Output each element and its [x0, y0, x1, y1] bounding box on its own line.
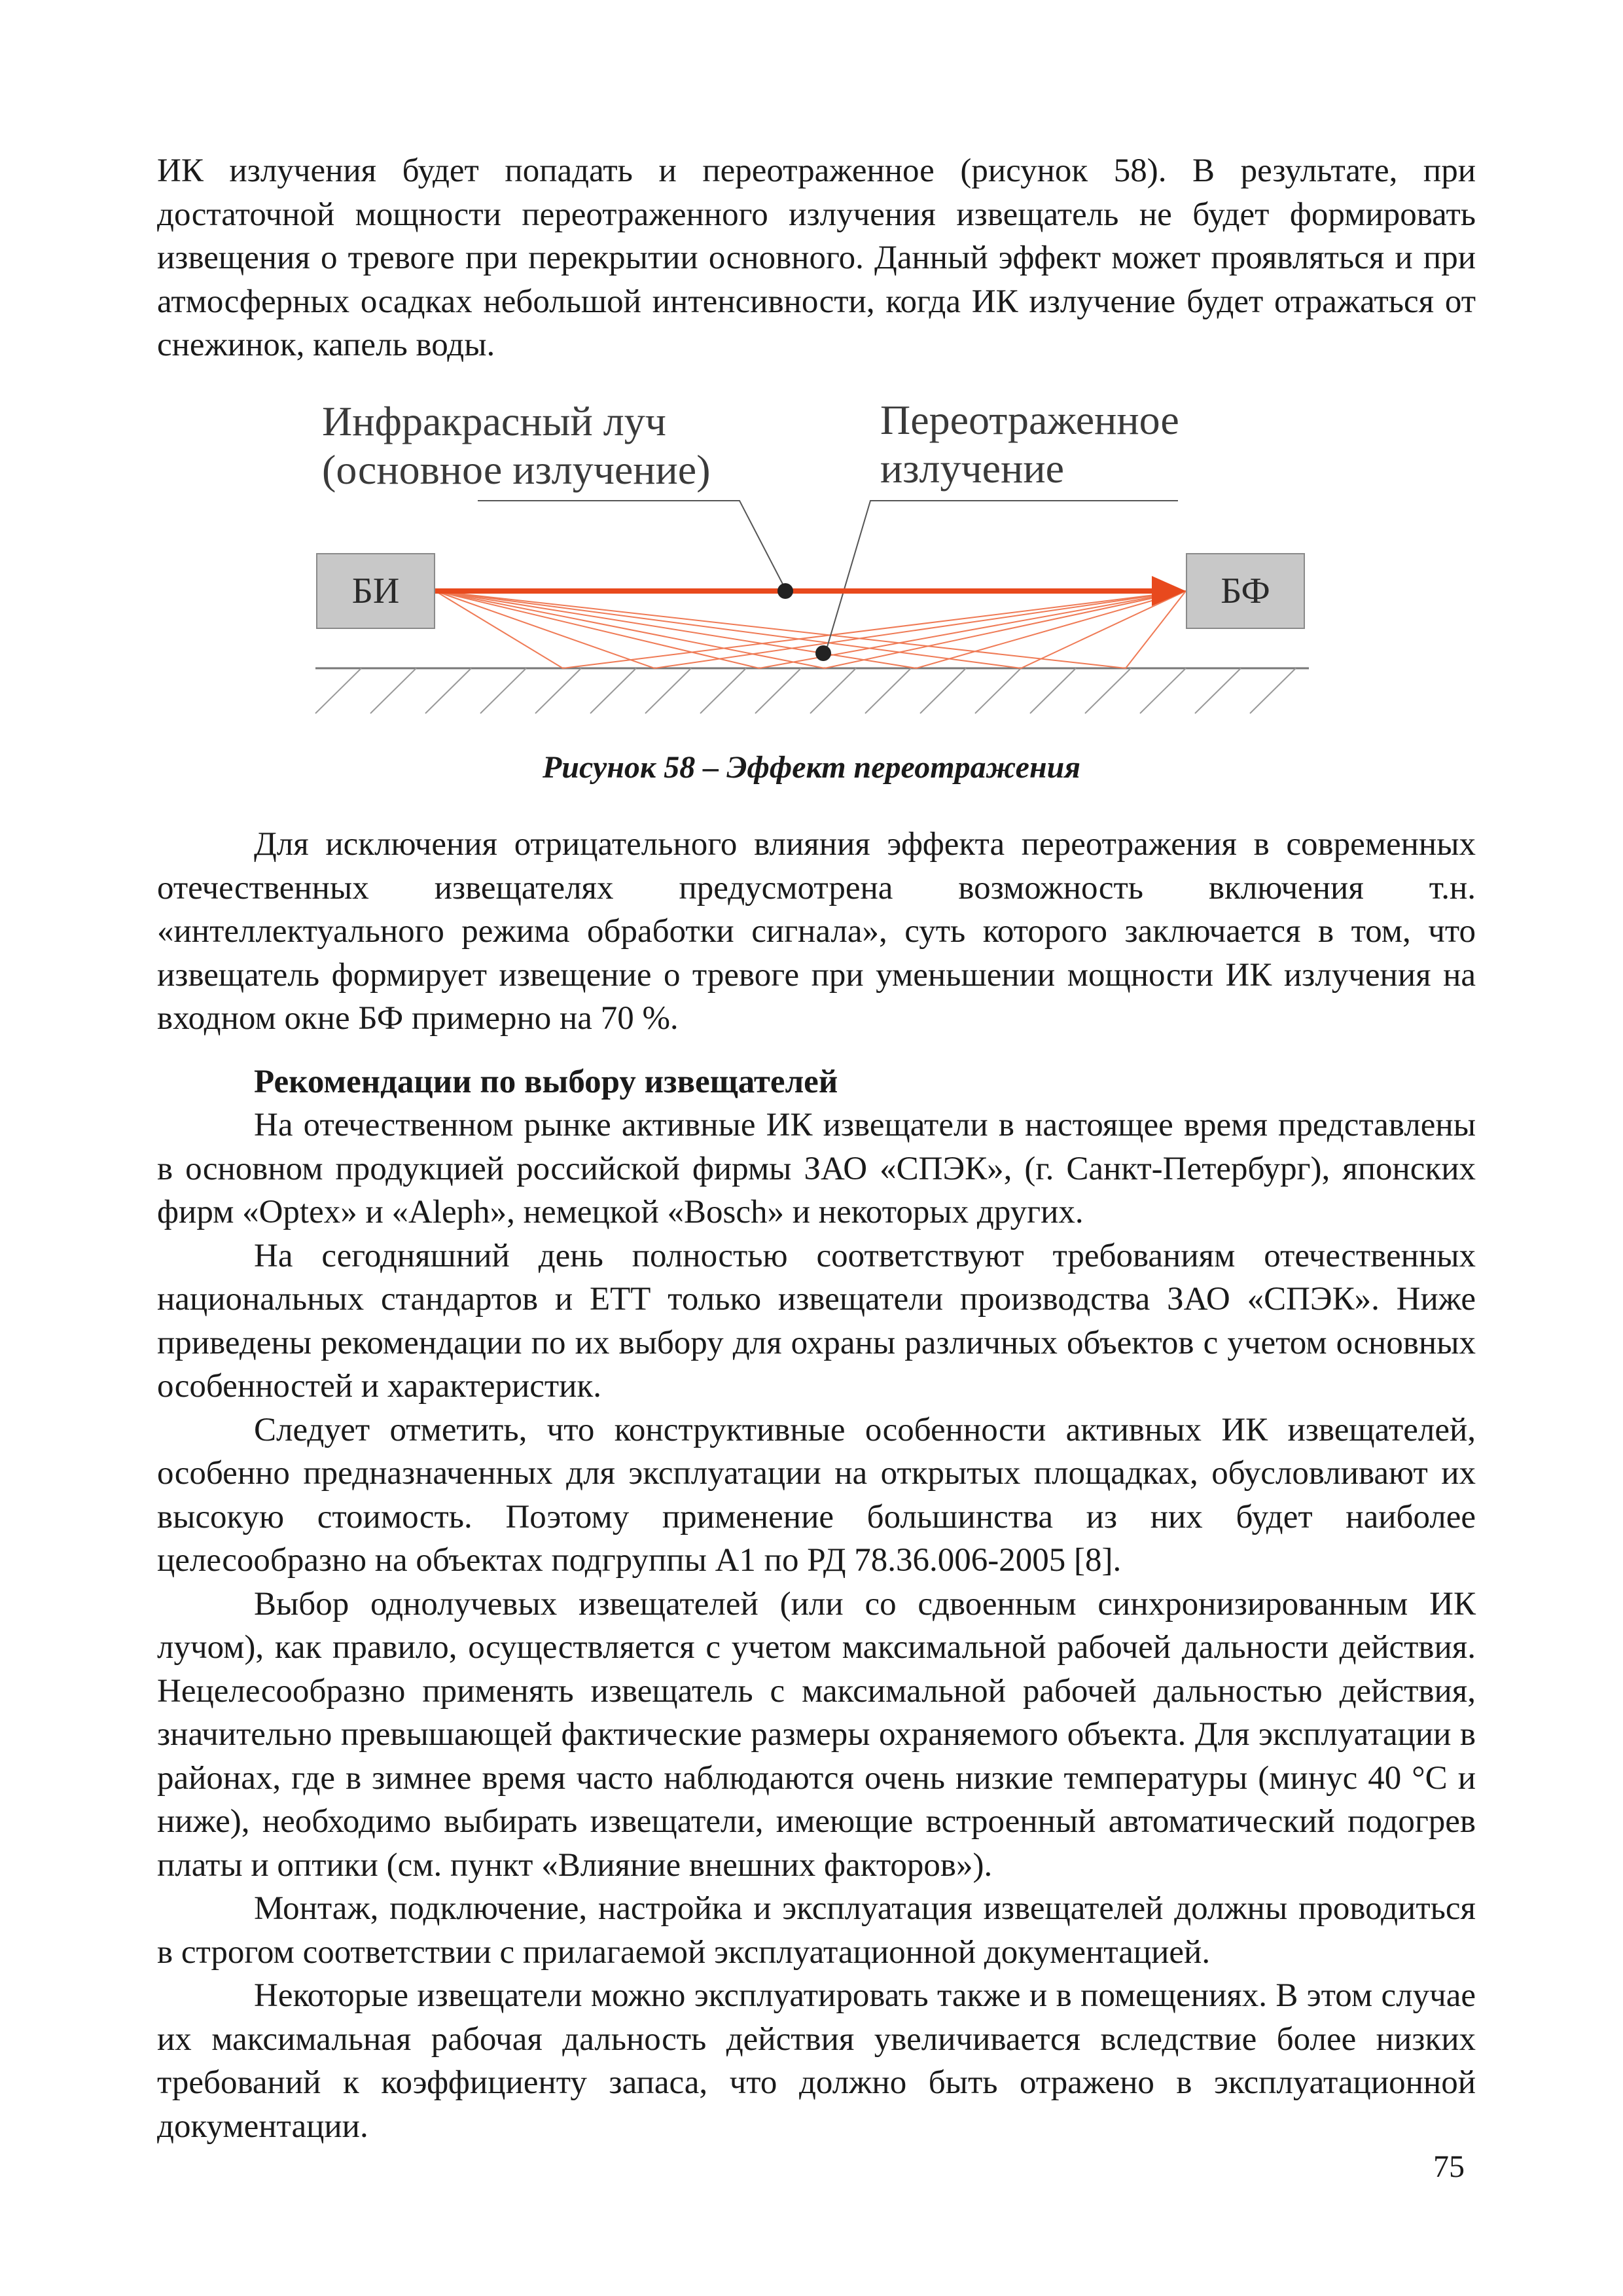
paragraph-intellectual-mode: Для исключения отрицательного влияния эффекта переотражения в современных отечественных извещателях предусмотрена возможность включения т.н. «интеллектуального режима обработки сигнала», суть которого заключается в том, что извещатель формирует извещение о тревоге при уменьшении мощности ИК излучения на входном окне БФ примерно на 70 %. [157, 826, 1476, 1037]
beam-arrowhead [1152, 576, 1186, 606]
label-reflected-line1: Переотраженное [880, 397, 1179, 443]
section-paragraph: Некоторые извещатели можно эксплуатировать также и в помещениях. В этом случае их максимальная рабочая дальность действия увеличивается вследствие более низких требований к коэффициенту запаса, что должно быть отражено в эксплуатационной документации. [157, 1977, 1476, 2145]
section-paragraph: На сегодняшний день полностью соответствуют требованиям отечественных национальных стандартов и ЕТТ только извещатели производства ЗАО «СПЭК». Ниже приведены рекомендации по их выбору для охраны различных объектов с учетом основных особенностей и характеристик. [157, 1237, 1476, 1405]
ground-hatching [315, 668, 1296, 713]
section-paragraph: Следует отметить, что конструктивные особенности активных ИК извещателей, особенно предназначенных для эксплуатации на открытых площадках, обусловливают их высокую стоимость. Поэтому применение большинства из них будет наиболее целесообразно на объектах подгруппы А1 по РД 78.36.006-2005 [8]. [157, 1411, 1476, 1579]
page-number: 75 [1433, 2149, 1465, 2184]
section-paragraph: Монтаж, подключение, настройка и эксплуатация извещателей должны проводиться в строгом соответствии с прилагаемой эксплуатационной документацией. [157, 1890, 1476, 1971]
leader-reflected [826, 501, 1178, 651]
section-heading: Рекомендации по выбору извещателей [254, 1063, 838, 1100]
leader-main [478, 501, 785, 589]
section-paragraph: На отечественном рынке активные ИК извещатели в настоящее время представлены в основном продукцией российской фирмы ЗАО «СПЭК», (г. Санкт-Петербург), японских фирм «Optex» и «Aleph», немецкой «Bosch» и некоторых других. [157, 1107, 1476, 1230]
section-paragraph: Выбор однолучевых извещателей (или со сдвоенным синхронизированным ИК лучом), как правило, осуществляется с учетом максимальной рабочей дальности действия. Нецелесообразно применять извещатель с максимальной рабочей дальностью действия, значительно превышающей фактические размеры охраняемого объекта. Для эксплуатации в районах, где в зимнее время часто наблюдаются очень низкие температуры (минус 40 °С и ниже), необходимо выбирать извещатели, имеющие встроенный автоматический подогрев платы и оптики (см. пункт «Влияние внешних факторов»). [157, 1585, 1476, 1884]
receiver-box: БФ [1186, 553, 1305, 629]
intro-paragraph: ИК излучения будет попадать и переотраженное (рисунок 58). В результате, при достаточной мощности переотраженного излучения извещатель не будет формировать извещения о тревоге при перекрытии основного. Данный эффект может проявляться и при атмосферных осадках небольшой интенсивности, когда ИК излучение будет отражаться от снежинок, капель воды. [157, 152, 1476, 363]
label-main-line1: Инфракрасный луч [322, 398, 666, 444]
page-body-top [157, 149, 1476, 367]
label-main-line2: (основное излучение) [322, 446, 711, 493]
figure-caption: Рисунок 58 – Эффект переотражения [542, 750, 1081, 785]
emitter-box: БИ [316, 553, 435, 629]
label-reflected-line2: излучение [880, 445, 1064, 492]
page-body-bottom [157, 823, 1476, 2148]
main-beam-point [777, 583, 793, 599]
reflected-rays [435, 591, 1186, 668]
reflection-point [815, 645, 831, 661]
